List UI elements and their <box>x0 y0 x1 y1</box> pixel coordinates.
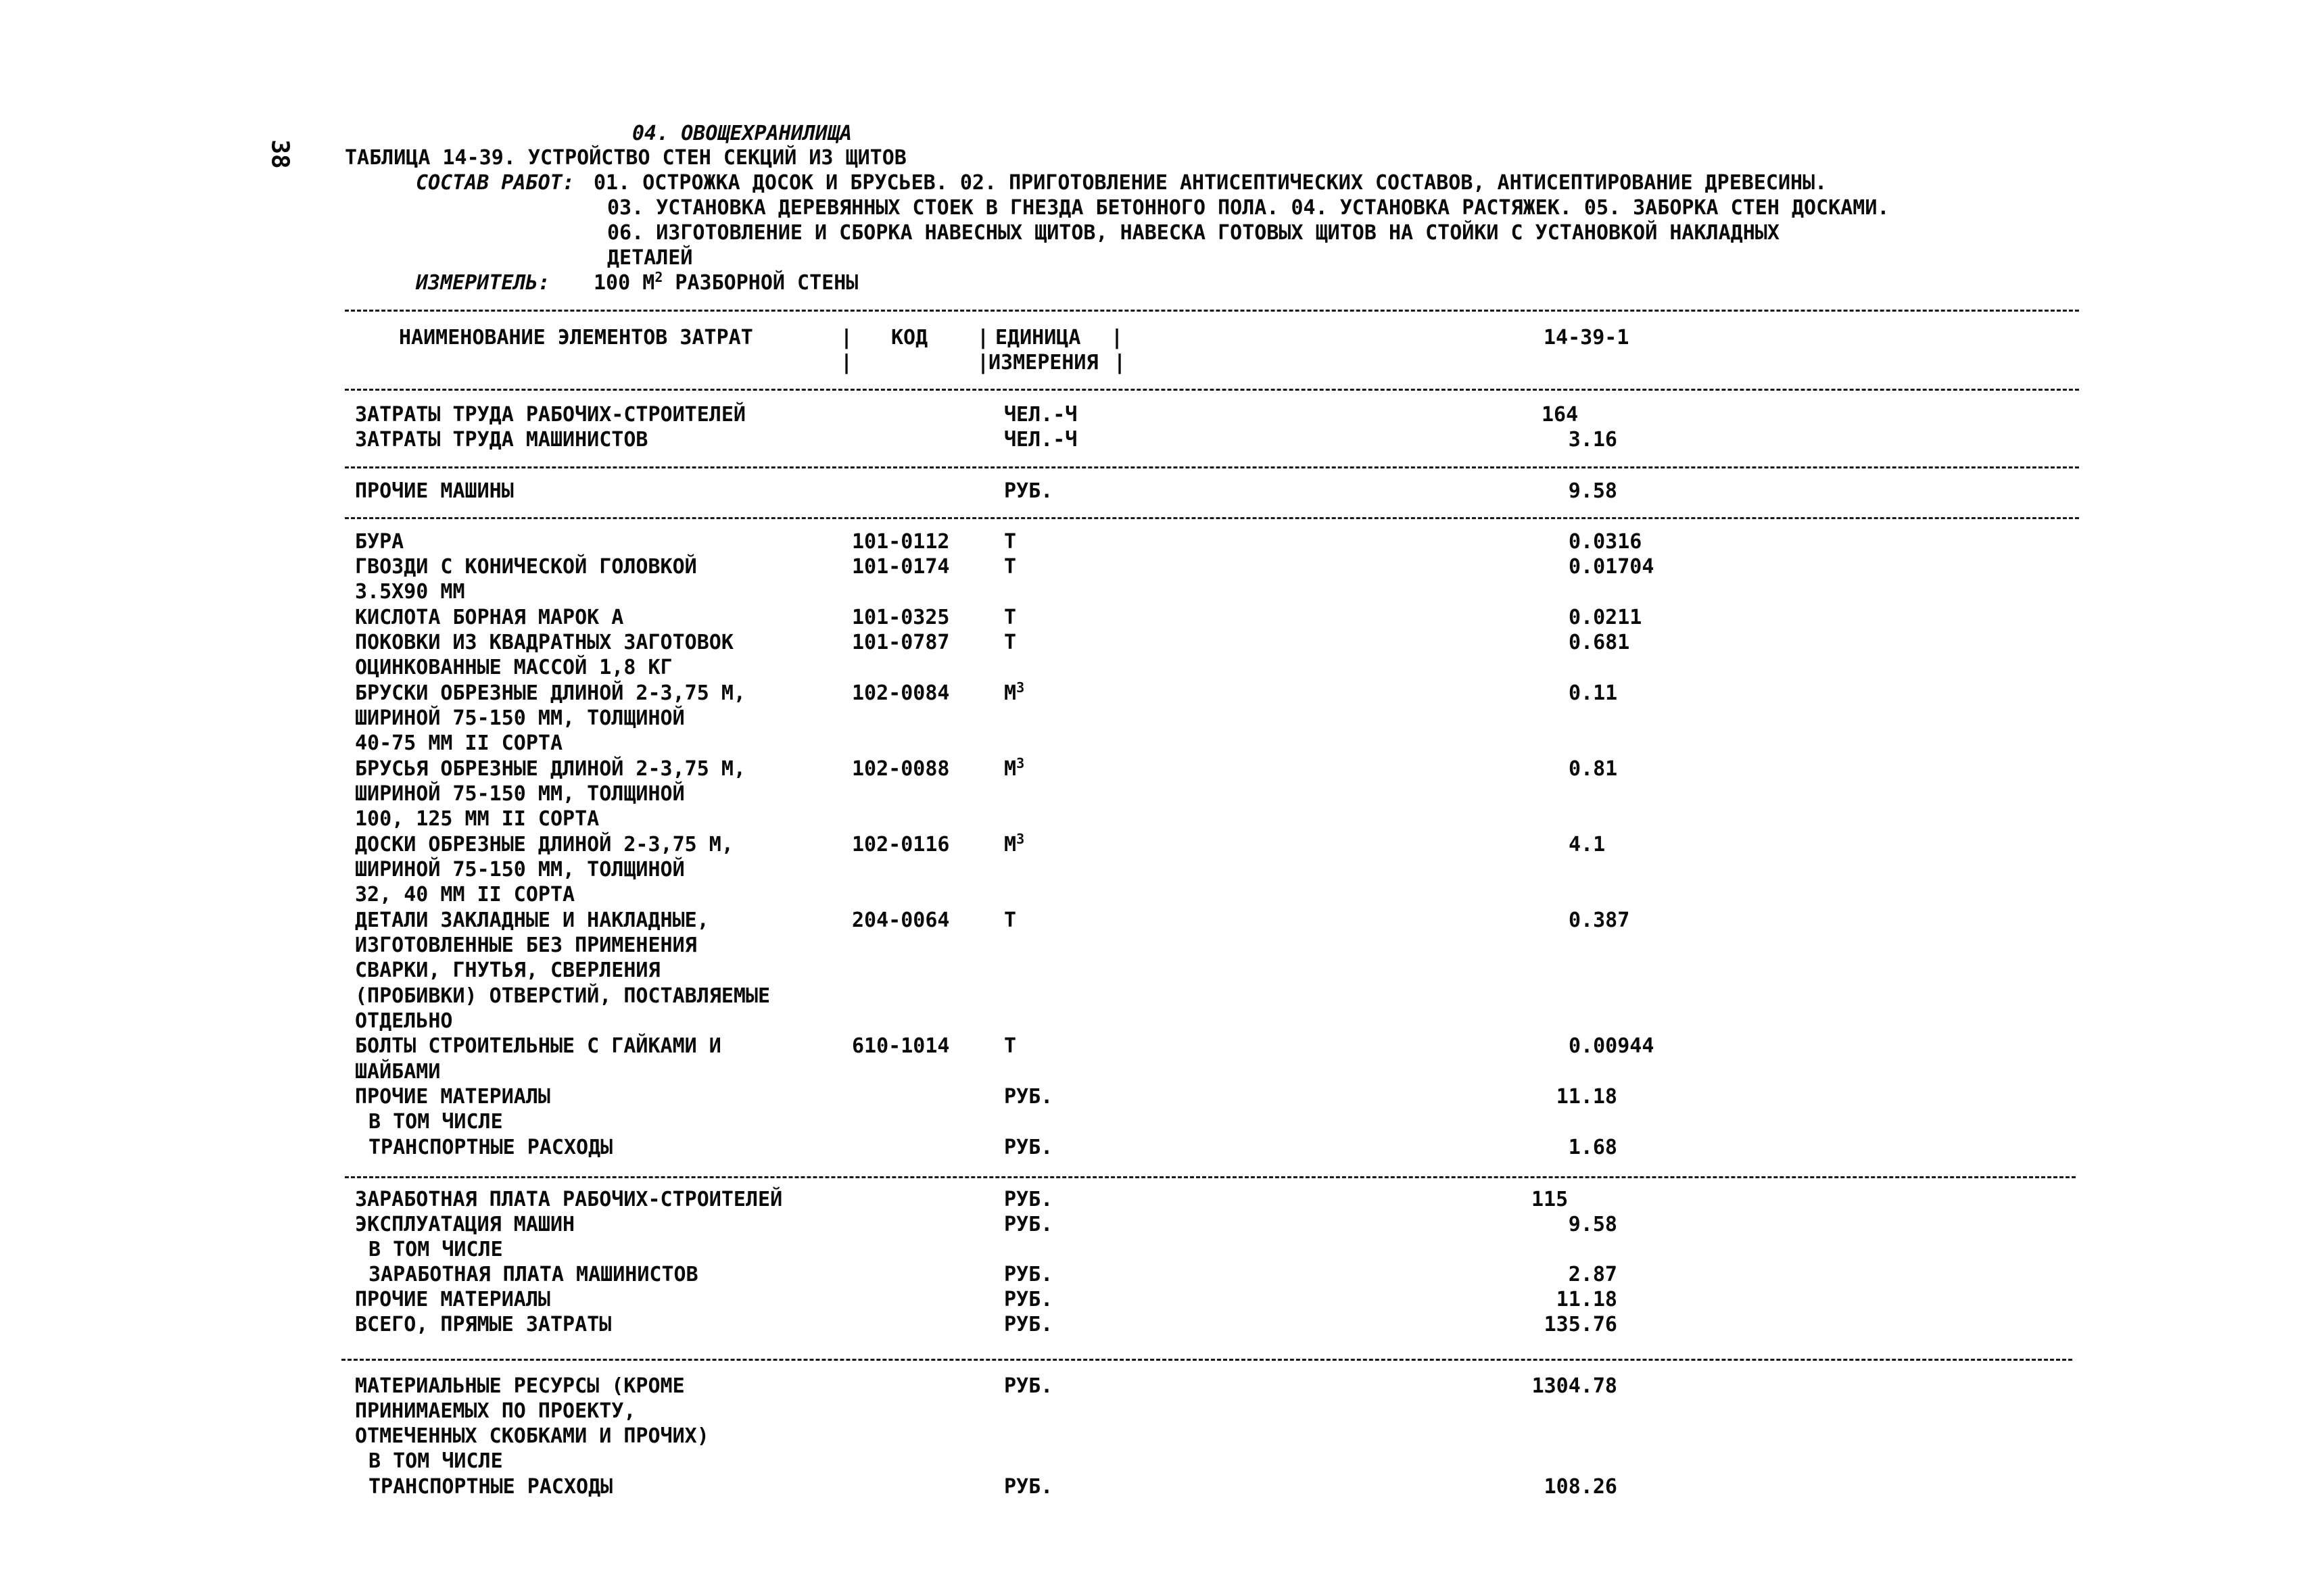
table-row: БОЛТЫ СТРОИТЕЛЬНЫЕ С ГАЙКАМИ И 610-1014 Т 0.00944 <box>355 1034 1654 1058</box>
header-bar: | <box>1111 326 1124 349</box>
measure-label: ИЗМЕРИТЕЛЬ: <box>416 271 550 295</box>
table-row: ШИРИНОЙ 75-150 ММ, ТОЛЩИНОЙ <box>355 782 685 806</box>
table-row: В ТОМ ЧИСЛЕ <box>368 1449 503 1473</box>
table-row: ШИРИНОЙ 75-150 ММ, ТОЛЩИНОЙ <box>355 706 685 730</box>
work-line-3: 06. ИЗГОТОВЛЕНИЕ И СБОРКА НАВЕСНЫХ ЩИТОВ, НАВЕСКА ГОТОВЫХ ЩИТОВ НА СТОЙКИ С УСТАНОВКОЙ НАКЛАДНЫХ <box>607 221 1780 245</box>
work-line-2: 03. УСТАНОВКА ДЕРЕВЯННЫХ СТОЕК В ГНЕЗДА БЕТОННОГО ПОЛА. 04. УСТАНОВКА РАСТЯЖЕК. 05. ЗАБОРКА СТЕН ДОСКАМИ. <box>607 196 1890 220</box>
page-number: 38 <box>266 139 294 169</box>
table-row: ОЦИНКОВАННЫЕ МАССОЙ 1,8 КГ <box>355 656 673 679</box>
work-label: СОСТАВ РАБОТ: <box>416 171 575 195</box>
header-bar: | <box>977 351 990 374</box>
header-column-code: 14-39-1 <box>1544 326 1629 349</box>
table-row: В ТОМ ЧИСЛЕ <box>368 1238 503 1261</box>
table-row: ЭКСПЛУАТАЦИЯ МАШИН РУБ. 9.58 <box>355 1213 1617 1236</box>
table-row: ПРОЧИЕ МАТЕРИАЛЫ РУБ. 11.18 <box>355 1288 1617 1311</box>
table-row: ТРАНСПОРТНЫЕ РАСХОДЫ РУБ. 1.68 <box>368 1136 1617 1159</box>
table-row: ЗАРАБОТНАЯ ПЛАТА МАШИНИСТОВ РУБ. 2.87 <box>368 1263 1617 1286</box>
table-row: ДОСКИ ОБРЕЗНЫЕ ДЛИНОЙ 2-3,75 М, 102-0116 $М^3$ 4.1 <box>355 831 1606 856</box>
table-row: БРУСЬЯ ОБРЕЗНЫЕ ДЛИНОЙ 2-3,75 М, 102-0088 $М^3$ 0.81 <box>355 755 1618 781</box>
table-row: ЗАРАБОТНАЯ ПЛАТА РАБОЧИХ-СТРОИТЕЛЕЙ РУБ. 115 <box>355 1188 1569 1211</box>
section-title: 04. ОВОЩЕХРАНИЛИЩА <box>632 122 853 145</box>
table-row: 40-75 ММ II СОРТА <box>355 731 563 755</box>
header-bar: | <box>1114 351 1126 374</box>
work-line-4: ДЕТАЛЕЙ <box>607 246 693 270</box>
table-row: БРУСКИ ОБРЕЗНЫЕ ДЛИНОЙ 2-3,75 М, 102-0084 $М^3$ 0.11 <box>355 679 1618 705</box>
work-line-1: 01. ОСТРОЖКА ДОСОК И БРУСЬЕВ. 02. ПРИГОТОВЛЕНИЕ АНТИСЕПТИЧЕСКИХ СОСТАВОВ, АНТИСЕПТИРОВАНИЕ ДРЕВЕСИНЫ. <box>594 171 1828 195</box>
table-row: КИСЛОТА БОРНАЯ МАРОК А 101-0325 Т 0.0211 <box>355 606 1642 629</box>
table-row: ЗАТРАТЫ ТРУДА РАБОЧИХ-СТРОИТЕЛЕЙ ЧЕЛ.-Ч 164 <box>355 403 1579 427</box>
header-bar: | <box>840 326 853 349</box>
measure-value: 100 $М^2$ РАЗБОРНОЙ СТЕНЫ <box>594 269 859 295</box>
table-row: В ТОМ ЧИСЛЕ <box>368 1110 503 1134</box>
table-row: 3.5Х90 ММ <box>355 580 465 604</box>
table-title: ТАБЛИЦА 14-39. УСТРОЙСТВО СТЕН СЕКЦИЙ ИЗ ЩИТОВ <box>345 146 907 170</box>
header-name: НАИМЕНОВАНИЕ ЭЛЕМЕНТОВ ЗАТРАТ <box>399 326 753 349</box>
header-bar: | <box>977 326 990 349</box>
table-row: БУРА 101-0112 Т 0.0316 <box>355 530 1642 554</box>
table-row: ШАЙБАМИ <box>355 1060 441 1084</box>
table-row: ПРОЧИЕ МАШИНЫ РУБ. 9.58 <box>355 479 1617 503</box>
table-row: СВАРКИ, ГНУТЬЯ, СВЕРЛЕНИЯ <box>355 959 661 982</box>
table-row: ОТДЕЛЬНО <box>355 1009 453 1033</box>
table-row: ПОКОВКИ ИЗ КВАДРАТНЫХ ЗАГОТОВОК 101-0787 Т 0.681 <box>355 631 1630 654</box>
header-unit-1: ЕДИНИЦА <box>995 326 1081 349</box>
table-row: МАТЕРИАЛЬНЫЕ РЕСУРСЫ (КРОМЕ РУБ. 1304.78 <box>355 1374 1617 1398</box>
header-bar: | <box>840 351 853 374</box>
table-row: ТРАНСПОРТНЫЕ РАСХОДЫ РУБ. 108.26 <box>368 1475 1617 1499</box>
table-row: ПРИНИМАЕМЫХ ПО ПРОЕКТУ, <box>355 1399 636 1423</box>
table-row: 32, 40 ММ II СОРТА <box>355 883 575 906</box>
table-row: ВСЕГО, ПРЯМЫЕ ЗАТРАТЫ РУБ. 135.76 <box>355 1313 1617 1336</box>
table-row: ЗАТРАТЫ ТРУДА МАШИНИСТОВ ЧЕЛ.-Ч 3.16 <box>355 428 1617 452</box>
table-row: ШИРИНОЙ 75-150 ММ, ТОЛЩИНОЙ <box>355 858 685 881</box>
table-row: ДЕТАЛИ ЗАКЛАДНЫЕ И НАКЛАДНЫЕ, 204-0064 Т 0.387 <box>355 909 1630 932</box>
header-code: КОД <box>891 326 928 349</box>
table-row: (ПРОБИВКИ) ОТВЕРСТИЙ, ПОСТАВЛЯЕМЫЕ <box>355 984 771 1008</box>
table-row: ИЗГОТОВЛЕННЫЕ БЕЗ ПРИМЕНЕНИЯ <box>355 934 697 957</box>
table-row: ПРОЧИЕ МАТЕРИАЛЫ РУБ. 11.18 <box>355 1085 1617 1109</box>
table-row: ОТМЕЧЕННЫХ СКОБКАМИ И ПРОЧИХ) <box>355 1424 709 1448</box>
table-row: ГВОЗДИ С КОНИЧЕСКОЙ ГОЛОВКОЙ 101-0174 Т 0.01704 <box>355 555 1654 579</box>
header-unit-2: ИЗМЕРЕНИЯ <box>988 351 1099 374</box>
table-row: 100, 125 ММ II СОРТА <box>355 807 600 831</box>
